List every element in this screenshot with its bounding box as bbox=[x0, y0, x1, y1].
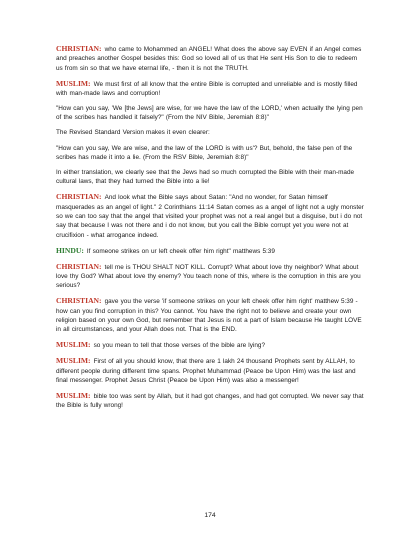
dialogue-paragraph bbox=[56, 246, 364, 256]
speaker-label: CHRISTIAN: bbox=[56, 192, 102, 202]
paragraph-text: bible too was sent by Allah, but it had got changes, and had got corrupted. We never say that the Bible is fully wrong! bbox=[56, 393, 364, 410]
speaker-label: MUSLIM: bbox=[56, 391, 91, 401]
dialogue-paragraph bbox=[56, 262, 364, 291]
dialogue-paragraph bbox=[56, 356, 364, 385]
speaker-label: CHRISTIAN: bbox=[56, 44, 102, 53]
paragraph-text: so you mean to tell that those verses of the bible are lying? bbox=[93, 342, 266, 350]
paragraph-text: If someone strikes on ur left cheek offer him right" matthews 5:39 bbox=[86, 247, 275, 255]
speaker-label: HINDU: bbox=[56, 245, 84, 255]
paragraph-text: "How can you say, 'We [the Jews] are wise, for we have the law of the LORD,' when actually the lying pen of the scribes has handled it falsely?" (From the NIV Bible, Jeremiah 8:8)" bbox=[56, 105, 363, 122]
quote-paragraph bbox=[56, 104, 364, 123]
paragraph-text: tell me is THOU SHALT NOT KILL. Corrupt? What about love thy neighbor? What about love thy God? What about love thy enemy? You teach none of this, where is the corruption in this are you serious? bbox=[56, 263, 361, 290]
dialogue-paragraph bbox=[56, 296, 364, 334]
paragraph-text: The Revised Standard Version makes it even clearer: bbox=[56, 129, 210, 137]
dialogue-paragraph bbox=[56, 192, 364, 239]
speaker-label: CHRISTIAN: bbox=[56, 261, 102, 271]
quote-paragraph bbox=[56, 168, 364, 187]
paragraph-text: who came to Mohammed an ANGEL! What does the above say EVEN if an Angel comes and preaches another Gospel besides this: God so loved all of us that He sent His Son to die to redeem us from sin so that we have eternal life, - then it is not the TRUTH. bbox=[56, 46, 362, 72]
paragraph-text: We must first of all know that the entire Bible is corrupted and unreliable and is mostly filled with man-made laws and corruption! bbox=[56, 80, 358, 97]
speaker-label: MUSLIM: bbox=[56, 340, 91, 350]
quote-paragraph bbox=[56, 144, 364, 163]
page-number: 174 bbox=[204, 512, 216, 519]
paragraph-text: First of all you should know, that there are 1 lakh 24 thousand Prophets sent by ALLAH, to different people during different time spans. Prophet Muhammad (Peace be Upon Him) was the last and final messenger. Prophet Jesus Christ (Peace be Upon Him) was also a messenger! bbox=[56, 358, 356, 385]
paragraph-text: In either translation, we clearly see that the Jews had so much corrupted the Bible with their man-made cultural laws, that they had turned the Bible into a lie! bbox=[56, 168, 355, 186]
dialogue-paragraph bbox=[56, 391, 364, 411]
paragraph-text: gave you the verse 'if someone strikes on your left cheek offer him right' matthew 5:39 - how can you find corruption in this? You cannot. You have the right not to believe and create your own religion based on your own God, but remember that Jesus is not a part of Islam because He taught LOVE in all circumstances, and your Allah does not. That is the END. bbox=[56, 298, 362, 334]
speaker-label: CHRISTIAN: bbox=[56, 296, 102, 306]
speaker-label: MUSLIM: bbox=[56, 356, 91, 366]
dialogue-content bbox=[56, 44, 364, 411]
dialogue-paragraph bbox=[56, 44, 364, 73]
dialogue-paragraph bbox=[56, 340, 364, 350]
quote-paragraph bbox=[56, 128, 364, 137]
paragraph-text: "How can you say, We are wise, and the law of the LORD is with us'? But, behold, the false pen of the scribes has made it into a lie. (From the RSV Bible, Jeremiah 8:8)" bbox=[56, 144, 353, 161]
paragraph-text: And look what the Bible says about Satan: "And no wonder, for Satan himself masquerades as an angel of light." 2 Corinthians 11:14 Satan comes as a angel of light not a ugly monster so we can too say that the angel that visited your prophet was not a real angel but a disguise, but i do not say that because I was not there and i do not know, but you call the Bible corrupt yet you were not at crucifixion - what arrogance indeed. bbox=[56, 194, 364, 239]
dialogue-paragraph bbox=[56, 79, 364, 99]
speaker-label: MUSLIM: bbox=[56, 78, 91, 88]
